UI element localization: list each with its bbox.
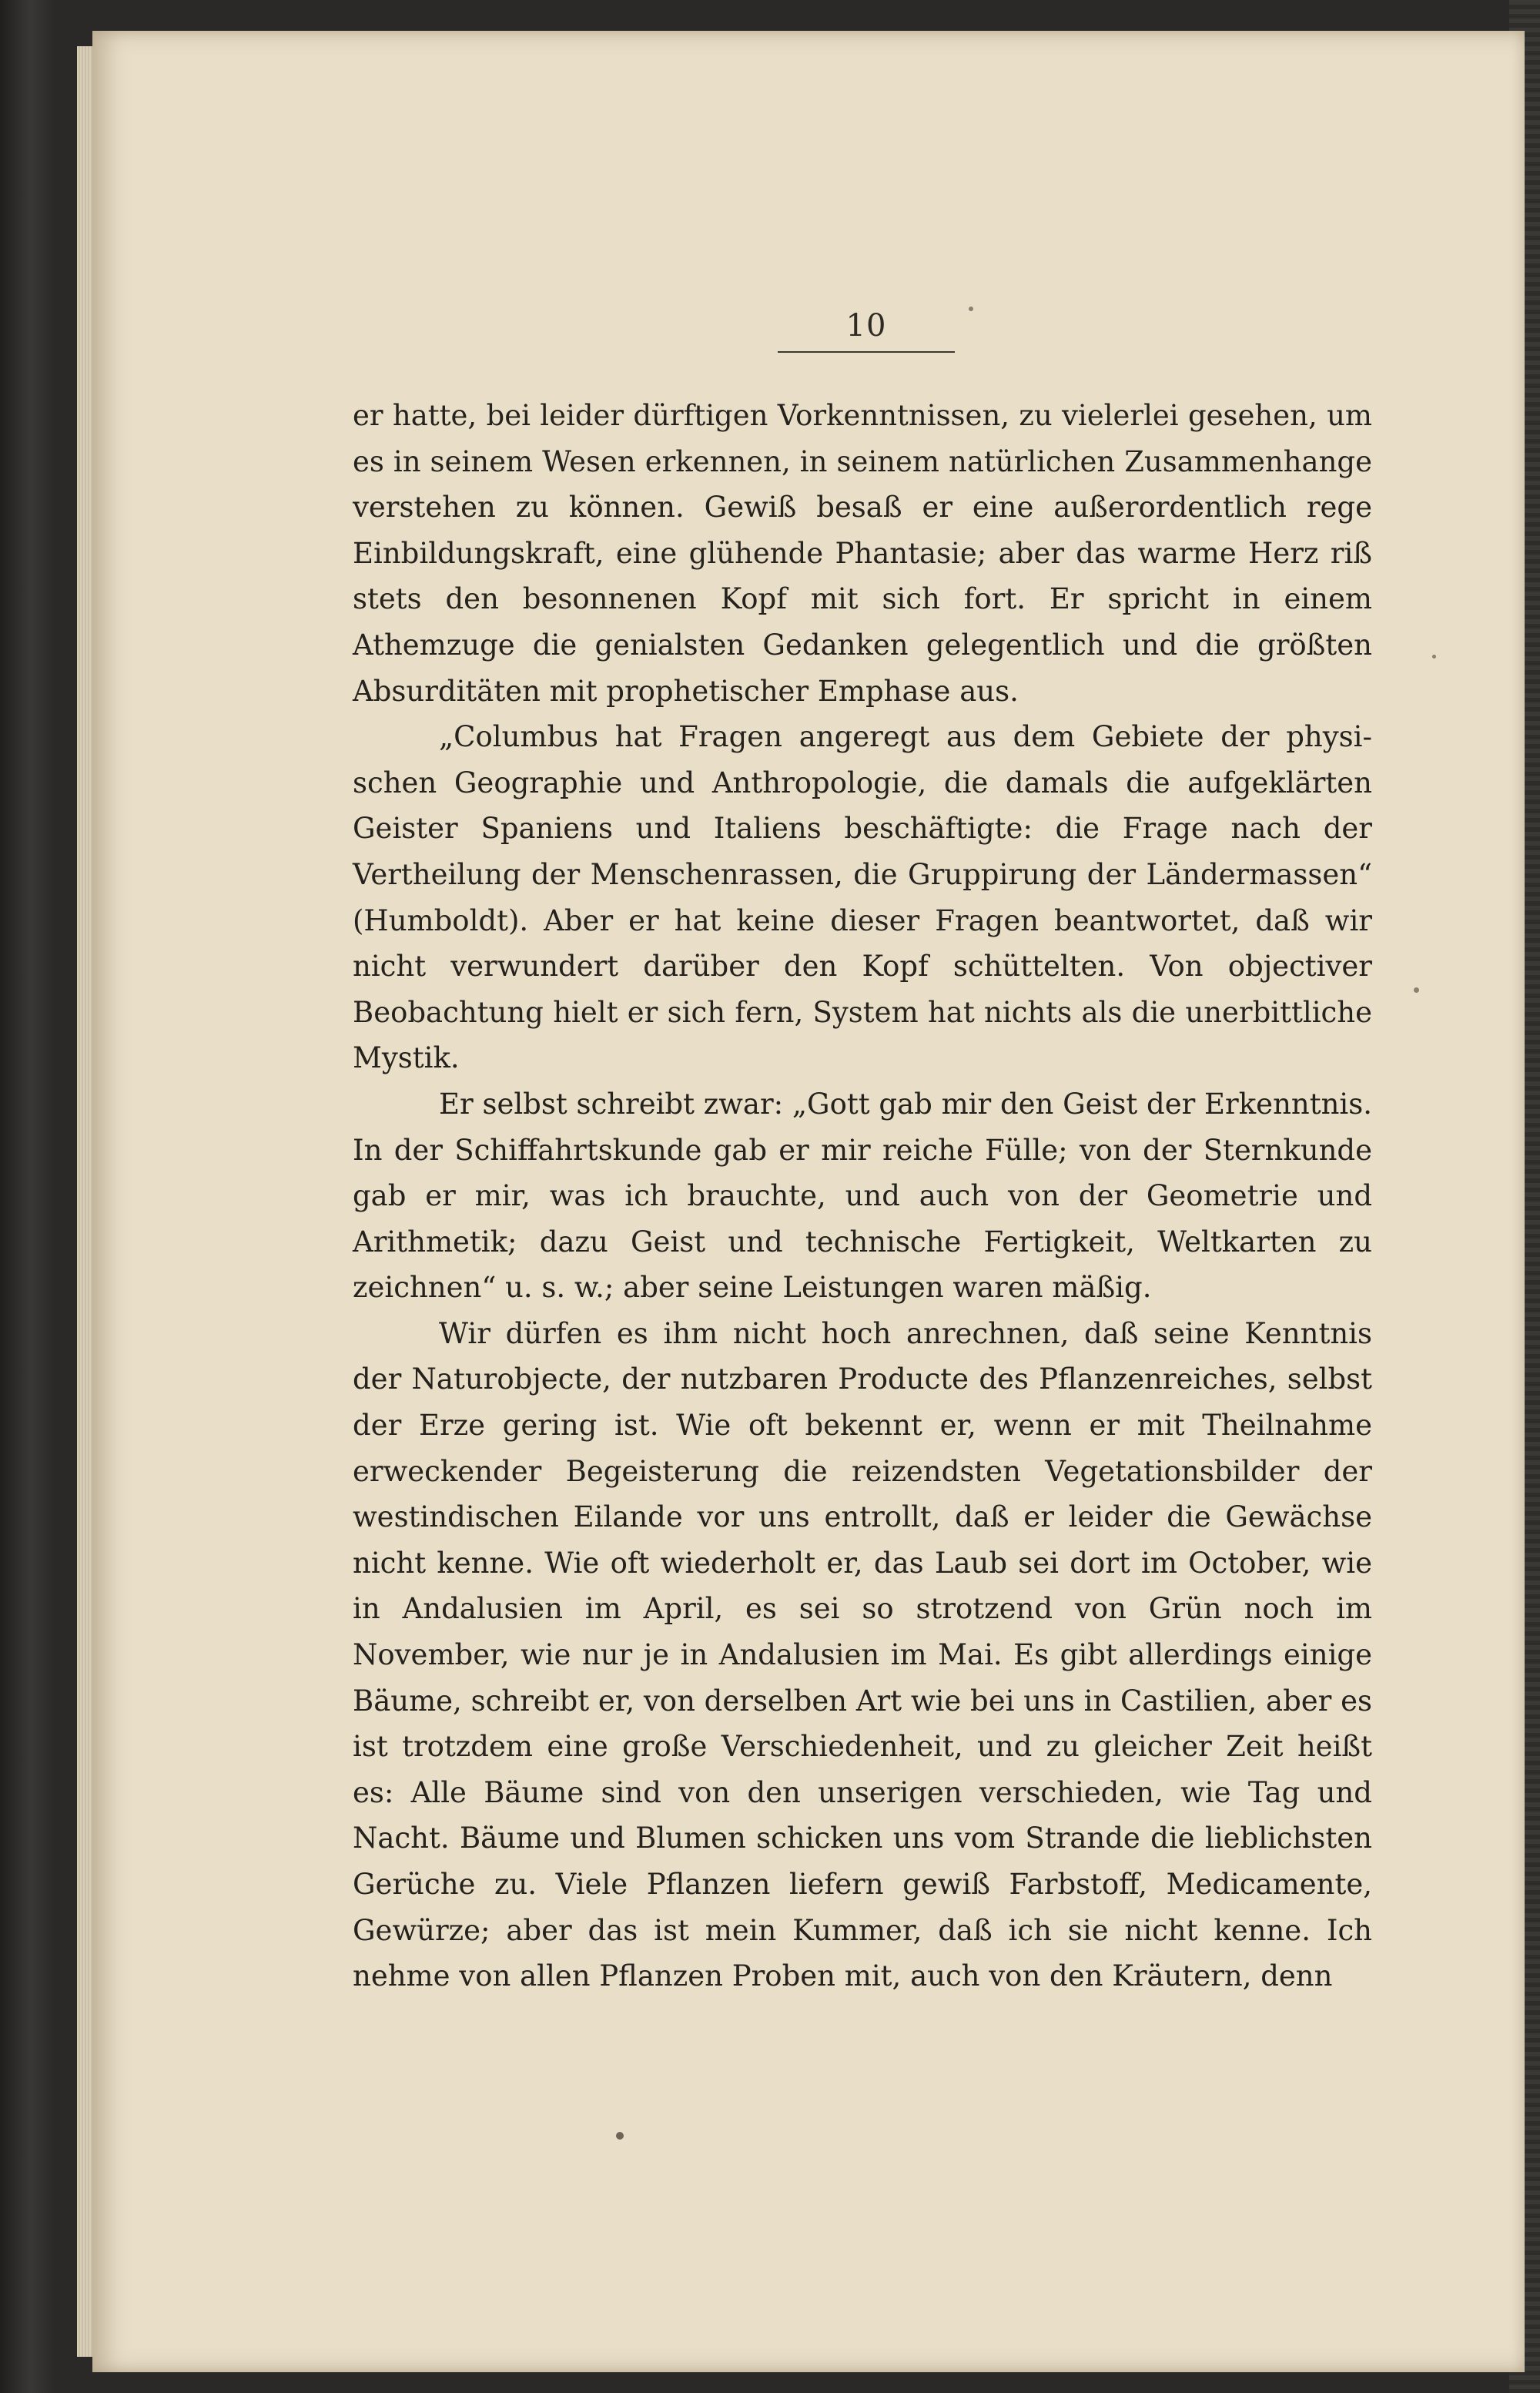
paper-speck (1414, 987, 1419, 993)
paragraph-3: Er selbst schreibt zwar: „Gott gab mir den Geist der Erkenntnis. In der Schiffahrtskunde gab er mir reiche Fülle; von der Sternkunde gab er mir, was ich brauchte, und auch von der Geometrie und Arithmetik; dazu Geist und technische Fertigkeit, Weltkarten zu zeichnen“ u. s. w.; aber seine Leistungen waren mäßig. (353, 1087, 1373, 1305)
paragraph-4: Wir dürfen es ihm nicht hoch anrechnen, daß seine Kenntnis der Naturobjecte, der nutzbaren Producte des Pflanzenreiches, selbst der Erze gering ist. Wie oft bekennt er, wenn er mit Theilnahme erweckender Begeisterung die reizendsten Vegetationsbilder der westindischen Eilande vor uns entrollt, daß er leider die Gewächse nicht kenne. Wie oft wiederholt er, das Laub sei dort im October, wie in Andalusien im April, es sei so strotzend von Grün noch im November, wie nur je in Andalusien im Mai. Es gibt allerdings einige Bäume, schreibt er, von derselben Art wie bei uns in Castilien, aber es ist trotzdem eine große Verschiedenheit, und zu gleicher Zeit heißt es: Alle Bäume sind von den unserigen verschieden, wie Tag und Nacht. Bäume und Blumen schicken uns vom Strande die lieblichsten Gerüche zu. Viele Pflanzen liefern gewiß Farbstoff, Medicamente, Gewürze; aber das ist mein Kummer, daß ich sie nicht kenne. Ich nehme von allen Pflanzen Proben mit, auch von den Kräutern, denn (353, 1316, 1372, 1993)
paper-speck (969, 307, 973, 311)
paragraph-2: „Columbus hat Fragen angeregt aus dem Gebiete der physischen Geographie und Anthropologie, die damals die aufgeklärten Geister Spaniens und Italiens beschäftigte: die Frage nach der Vertheilung der Menschenrassen, die Gruppirung der Ländermassen“ (Humboldt). Aber er hat keine dieser Fragen beantwortet, daß wir nicht verwundert darüber den Kopf schüttelten. Von objectiver Beobachtung hielt er sich fern, System hat nichts als die unerbittliche Mystik. (353, 720, 1372, 1075)
paper-speck (616, 2132, 624, 2140)
page-header (778, 308, 955, 353)
body-text (353, 393, 1372, 1999)
page-number: 10 (845, 308, 887, 344)
header-rule (778, 351, 955, 353)
paragraph-1: er hatte, bei leider dürftigen Vorkenntnissen, zu vielerlei gesehen, um es in seinem Wesen erkennen, in seinem natürlichen Zusammenhange verstehen zu können. Gewiß besaß er eine außerordentlich rege Einbildungskraft, eine glühende Phantasie; aber das warme Herz riß stets den besonnenen Kopf mit sich fort. Er spricht in einem Athemzuge die genialsten Gedanken gelegentlich und die größten Absurditäten mit prophetischer Emphase aus. (353, 399, 1372, 708)
paper-speck (1432, 655, 1436, 659)
